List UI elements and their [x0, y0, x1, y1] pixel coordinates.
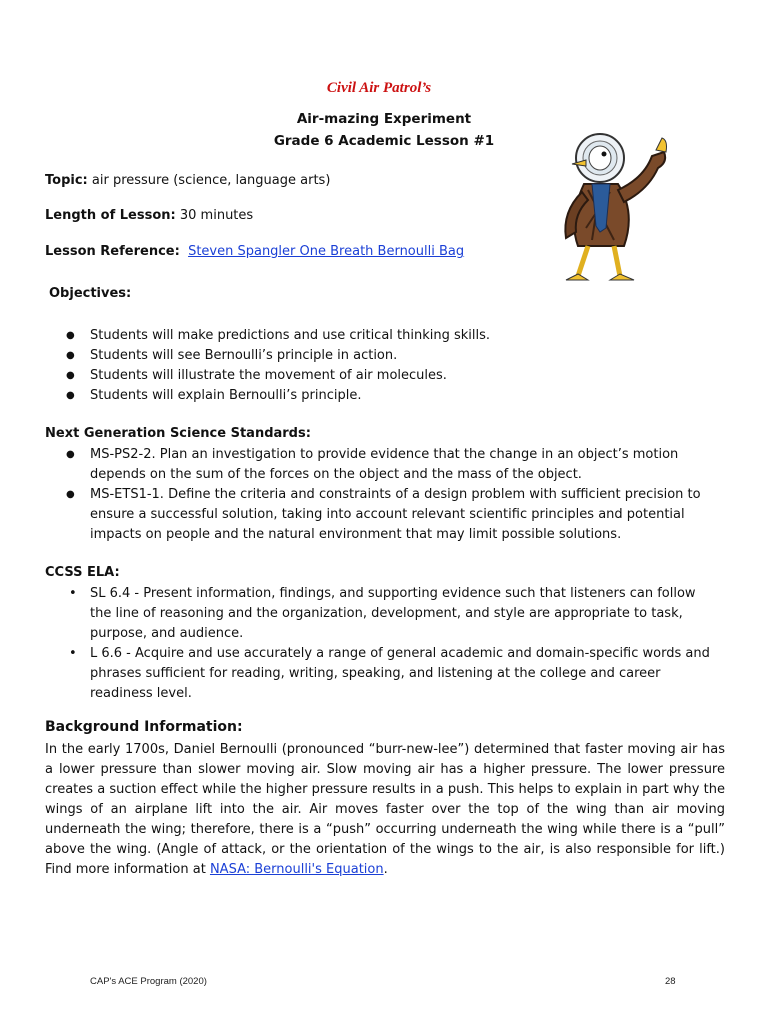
- page-number: 28: [665, 976, 676, 987]
- topic-label: Topic:: [45, 173, 88, 188]
- footer-program: CAP's ACE Program (2020): [90, 976, 207, 987]
- topic-value: air pressure (science, language arts): [91, 173, 331, 188]
- lesson-title: Air-mazing Experiment: [296, 111, 472, 127]
- list-item: ● Students will see Bernoulli’s principle in action.: [63, 346, 703, 366]
- lesson-subtitle: Grade 6 Academic Lesson #1: [273, 133, 495, 149]
- list-item: ● Students will explain Bernoulli’s principle.: [63, 386, 703, 406]
- list-item: ● MS-PS2-2. Plan an investigation to provide evidence that the change in an object’s motion depends on the sum of the forces on the object and the mass of the object.: [63, 445, 713, 485]
- ngss-list: [63, 445, 713, 545]
- list-item: ● MS-ETS1-1. Define the criteria and constraints of a design problem with sufficient precision to ensure a successful solution, taking into account relevant scientific principles and potential impacts on people and the natural environment that may limit possible solutions.: [63, 485, 713, 545]
- background-heading: Background Information:: [45, 719, 243, 735]
- ccss-list: [63, 584, 718, 704]
- list-item: ● Students will make predictions and use critical thinking skills.: [63, 326, 703, 346]
- reference-link[interactable]: Steven Spangler One Breath Bernoulli Bag: [188, 244, 465, 259]
- list-item: • L 6.6 - Acquire and use accurately a range of general academic and domain-specific words and phrases sufficient for reading, writing, speaking, and listening at the college and career readiness level.: [63, 644, 718, 704]
- organization-name: Civil Air Patrol’s: [326, 80, 432, 96]
- list-item: • SL 6.4 - Present information, findings, and supporting evidence such that listeners can follow the line of reasoning and the organization, development, and style are appropriate to task, purpose, and audience.: [63, 584, 718, 644]
- reference-line: [45, 244, 464, 259]
- length-label: Length of Lesson:: [45, 208, 176, 223]
- organization-heading: [0, 80, 768, 97]
- length-line: [45, 208, 253, 223]
- nasa-bernoulli-link[interactable]: NASA: Bernoulli's Equation: [209, 862, 384, 877]
- topic-line: [45, 173, 330, 188]
- ccss-heading: CCSS ELA:: [45, 565, 120, 580]
- ngss-heading: Next Generation Science Standards:: [45, 426, 311, 441]
- reference-label: Lesson Reference:: [45, 244, 180, 259]
- eagle-mascot-illustration: [548, 128, 688, 288]
- background-text: In the early 1700s, Daniel Bernoulli (pronounced “burr-new-lee”) determined that faster moving air has a lower pressure than slower moving air. Slow moving air has a higher pressure. The lower pressure creates a suction effect while the higher pressure results in a push. This helps to explain in part why the wings of an airplane lift into the air. Air moves faster over the top of the wing than air moving underneath the wing; therefore, there is a “push” occurring underneath the wing while there is a “pull” above the wing. (Angle of attack, or the orientation of the wings to the air, is also responsible for lift.) Find more information at: [45, 742, 725, 877]
- objectives-heading: Objectives:: [49, 286, 132, 301]
- length-value: 30 minutes: [179, 208, 254, 223]
- background-paragraph: [45, 740, 725, 880]
- background-end: .: [383, 862, 388, 877]
- objectives-list: [63, 326, 703, 406]
- list-item: ● Students will illustrate the movement of air molecules.: [63, 366, 703, 386]
